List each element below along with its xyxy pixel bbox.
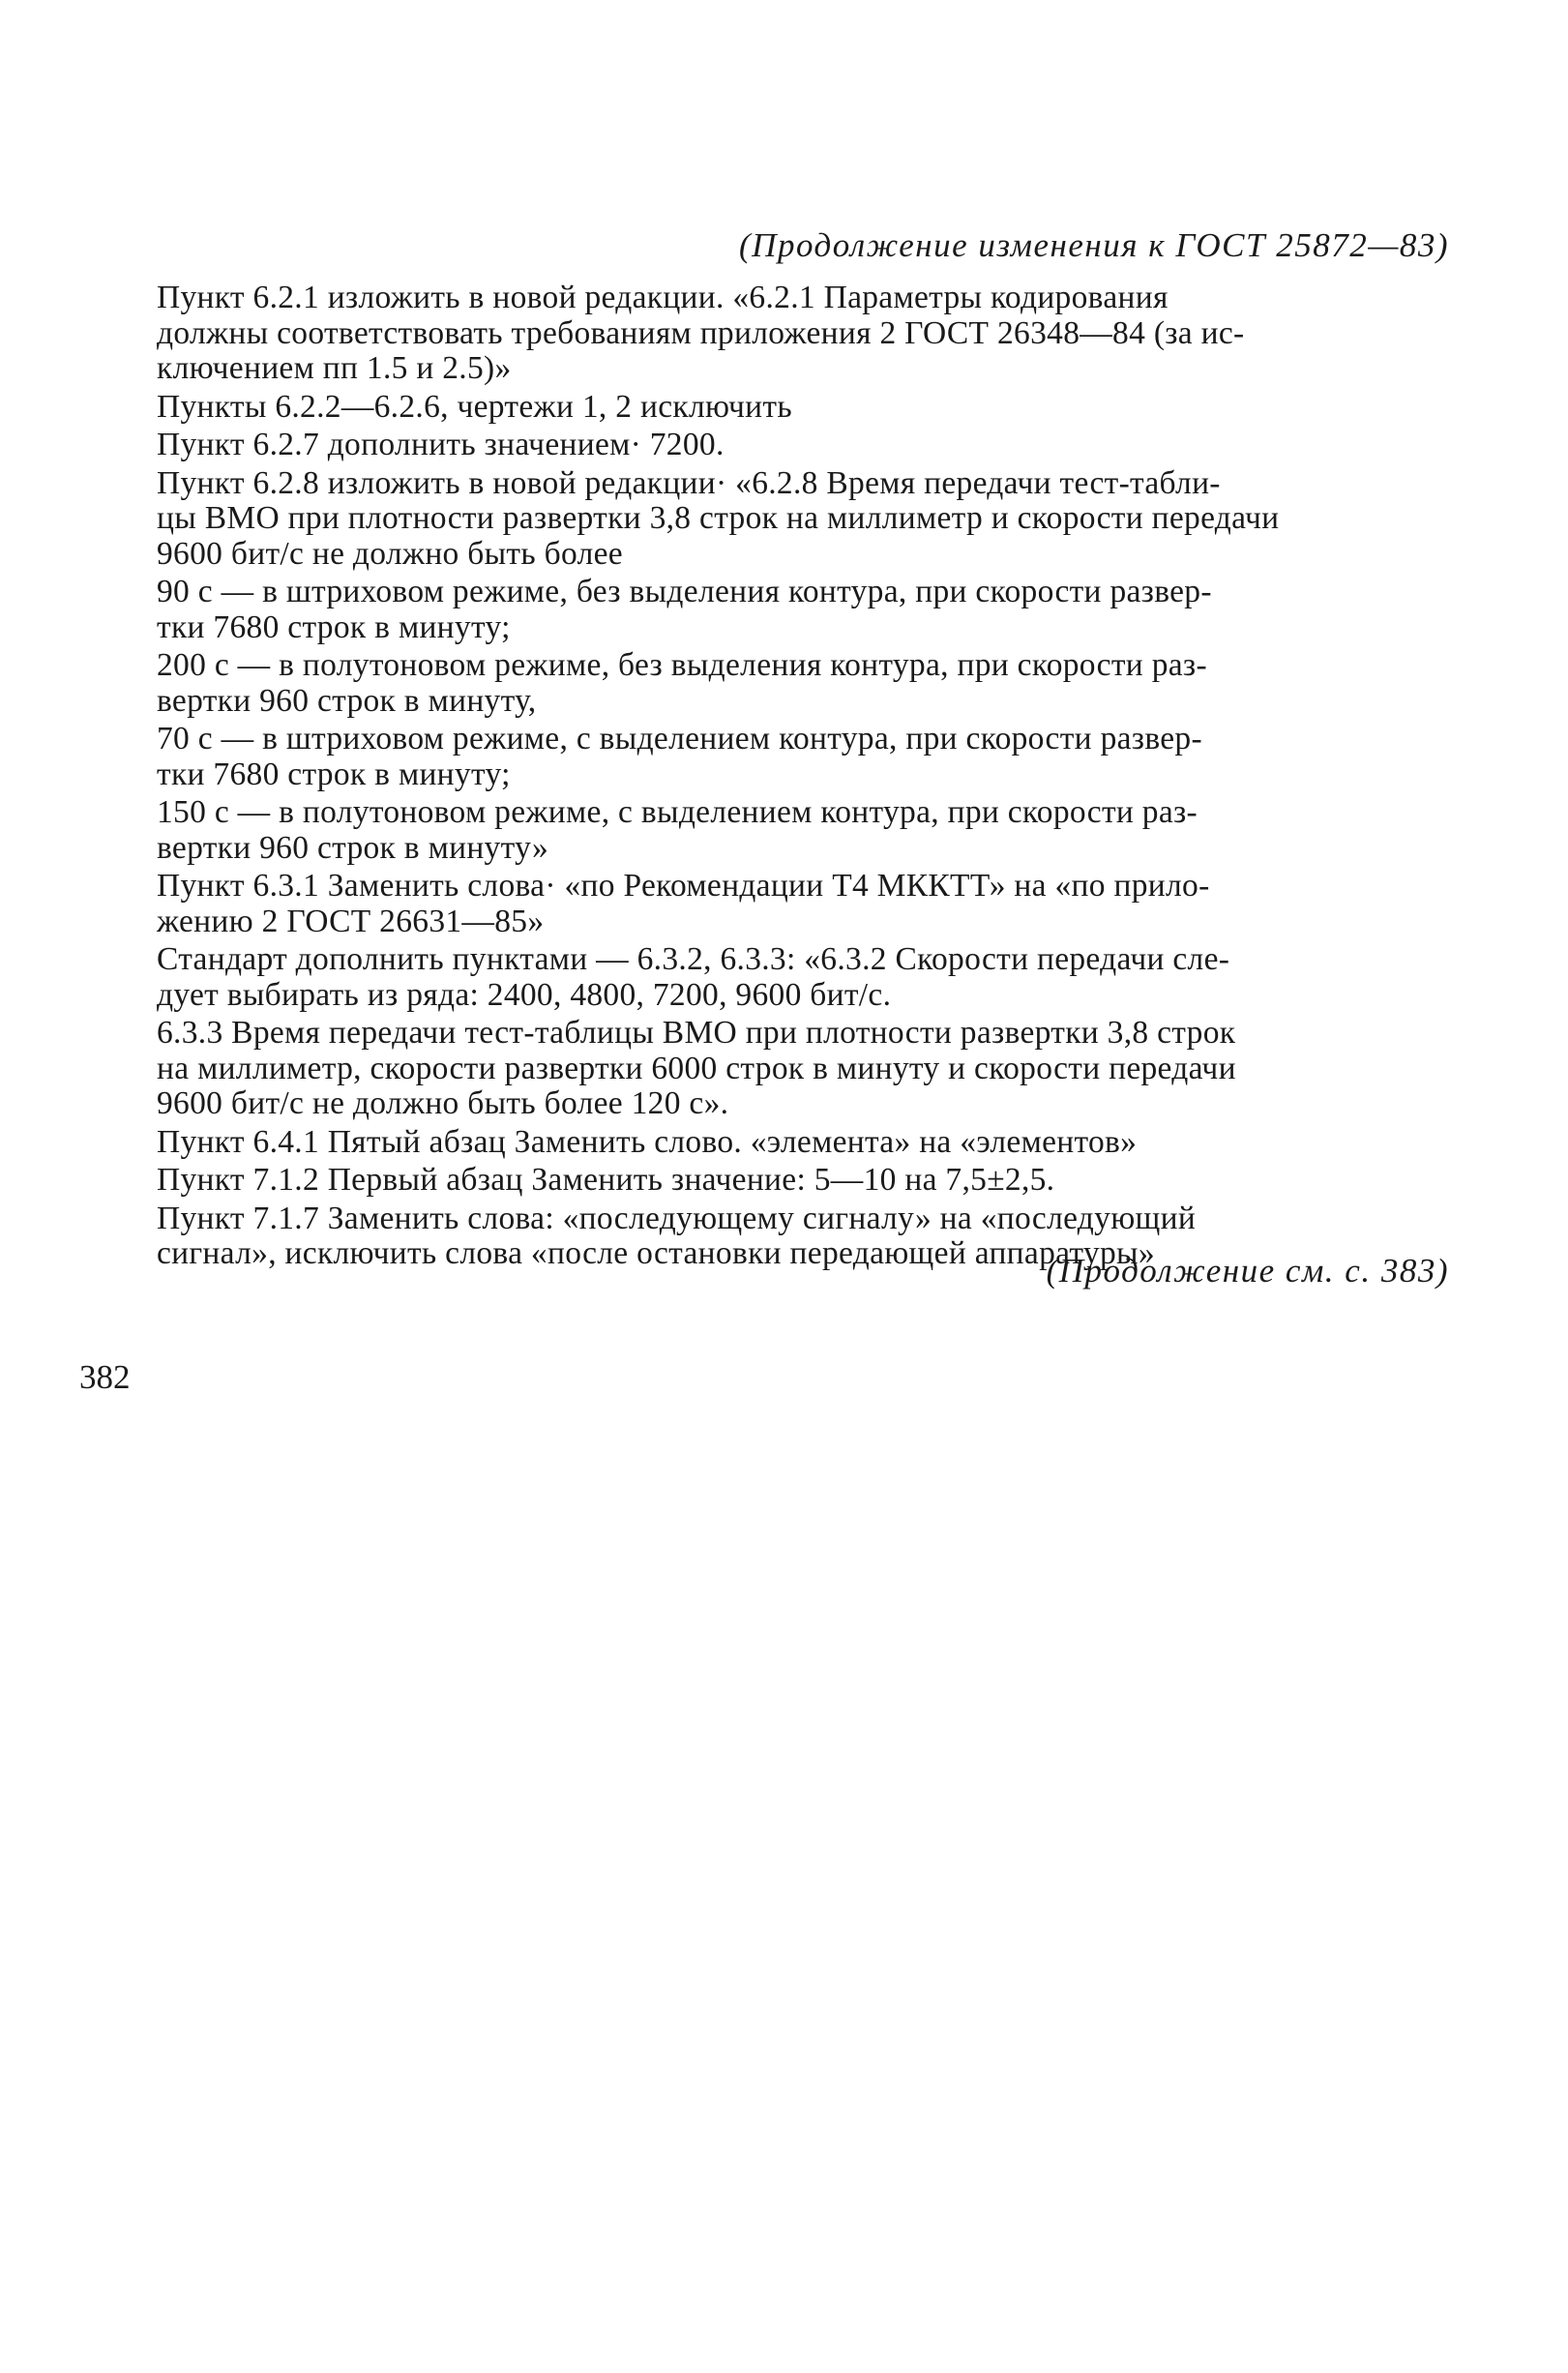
text-line: 9600 бит/с не должно быть более [157, 535, 623, 572]
text-line: дует выбирать из ряда: 2400, 4800, 7200, 9600 бит/с. [157, 976, 892, 1013]
text-line: сигнал», исключить слова «после остановки передающей аппаратуры» [157, 1235, 1155, 1271]
paragraph-6-2-7 [79, 428, 1449, 463]
text-line: жению 2 ГОСТ 26631—85» [157, 903, 545, 939]
paragraph-7-1-2 [79, 1163, 1449, 1199]
text-line: вертки 960 строк в минуту» [157, 829, 549, 866]
paragraph-6-2-8 [79, 466, 1449, 573]
text-line: 6.3.3 Время передачи тест-таблицы ВМО при плотности развертки 3,8 строк [157, 1015, 1236, 1051]
amendment-text [79, 281, 1449, 1275]
text-line: 150 с — в полутоновом режиме, с выделением контура, при скорости раз- [157, 794, 1198, 830]
paragraph-6-3-2 [79, 942, 1449, 1013]
text-line: цы ВМО при плотности развертки 3,8 строк на миллиметр и скорости передачи [157, 500, 1280, 536]
text-line: на миллиметр, скорости развертки 6000 строк в минуту и скорости передачи [157, 1050, 1236, 1086]
text-line: ключением пп 1.5 и 2.5)» [157, 350, 512, 386]
text-line: Пункт 6.2.1 изложить в новой редакции. «6.2.1 Параметры кодирования [157, 280, 1169, 315]
text-line: 90 с — в штриховом режиме, без выделения контура, при скорости развер- [157, 574, 1212, 609]
text-line: Пункт 6.4.1 Пятый абзац Заменить слово. «элемента» на «элементов» [157, 1123, 1138, 1160]
text-line: 70 с — в штриховом режиме, с выделением контура, при скорости развер- [157, 721, 1202, 756]
paragraph-6-2-2 [79, 390, 1449, 426]
text-line: тки 7680 строк в минуту; [157, 608, 511, 645]
paragraph-6-3-3 [79, 1016, 1449, 1122]
text-line: Пункт 7.1.7 Заменить слова: «последующему сигналу» на «последующий [157, 1200, 1197, 1236]
text-line: должны соответствовать требованиям приложения 2 ГОСТ 26348—84 (за ис- [157, 314, 1245, 351]
continuation-note: (Продолжение см. с. 383) [1046, 1252, 1449, 1290]
text-line: 200 с — в полутоновом режиме, без выделения контура, при скорости раз- [157, 647, 1207, 683]
text-line: вертки 960 строк в минуту, [157, 682, 537, 719]
paragraph-6-4-1 [79, 1125, 1449, 1161]
text-line: Пункт 6.2.8 изложить в новой редакции· «6.2.8 Время передачи тест-табли- [157, 464, 1221, 501]
text-line: Пункты 6.2.2—6.2.6, чертежи 1, 2 исключить [157, 388, 792, 425]
paragraph-6-3-1 [79, 869, 1449, 939]
text-line: Стандарт дополнить пунктами — 6.3.2, 6.3.3: «6.3.2 Скорости передачи сле- [157, 941, 1230, 977]
continuation-header: (Продолжение изменения к ГОСТ 25872—83) [739, 226, 1449, 264]
paragraph-150s [79, 795, 1449, 866]
text-line: Пункт 6.2.7 дополнить значением· 7200. [157, 427, 725, 462]
paragraph-70s [79, 722, 1449, 792]
text-line: Пункт 6.3.1 Заменить слова· «по Рекомендации Т4 МККТТ» на «по прило- [157, 868, 1210, 904]
text-line: 9600 бит/с не должно быть более 120 с». [157, 1085, 729, 1121]
paragraph-200s [79, 648, 1449, 719]
paragraph-90s [79, 575, 1449, 645]
paragraph-6-2-1 [79, 281, 1449, 387]
page-number: 382 [79, 1358, 131, 1396]
text-line: Пункт 7.1.2 Первый абзац Заменить значение: 5—10 на 7,5±2,5. [157, 1162, 1055, 1198]
text-line: тки 7680 строк в минуту; [157, 756, 511, 792]
